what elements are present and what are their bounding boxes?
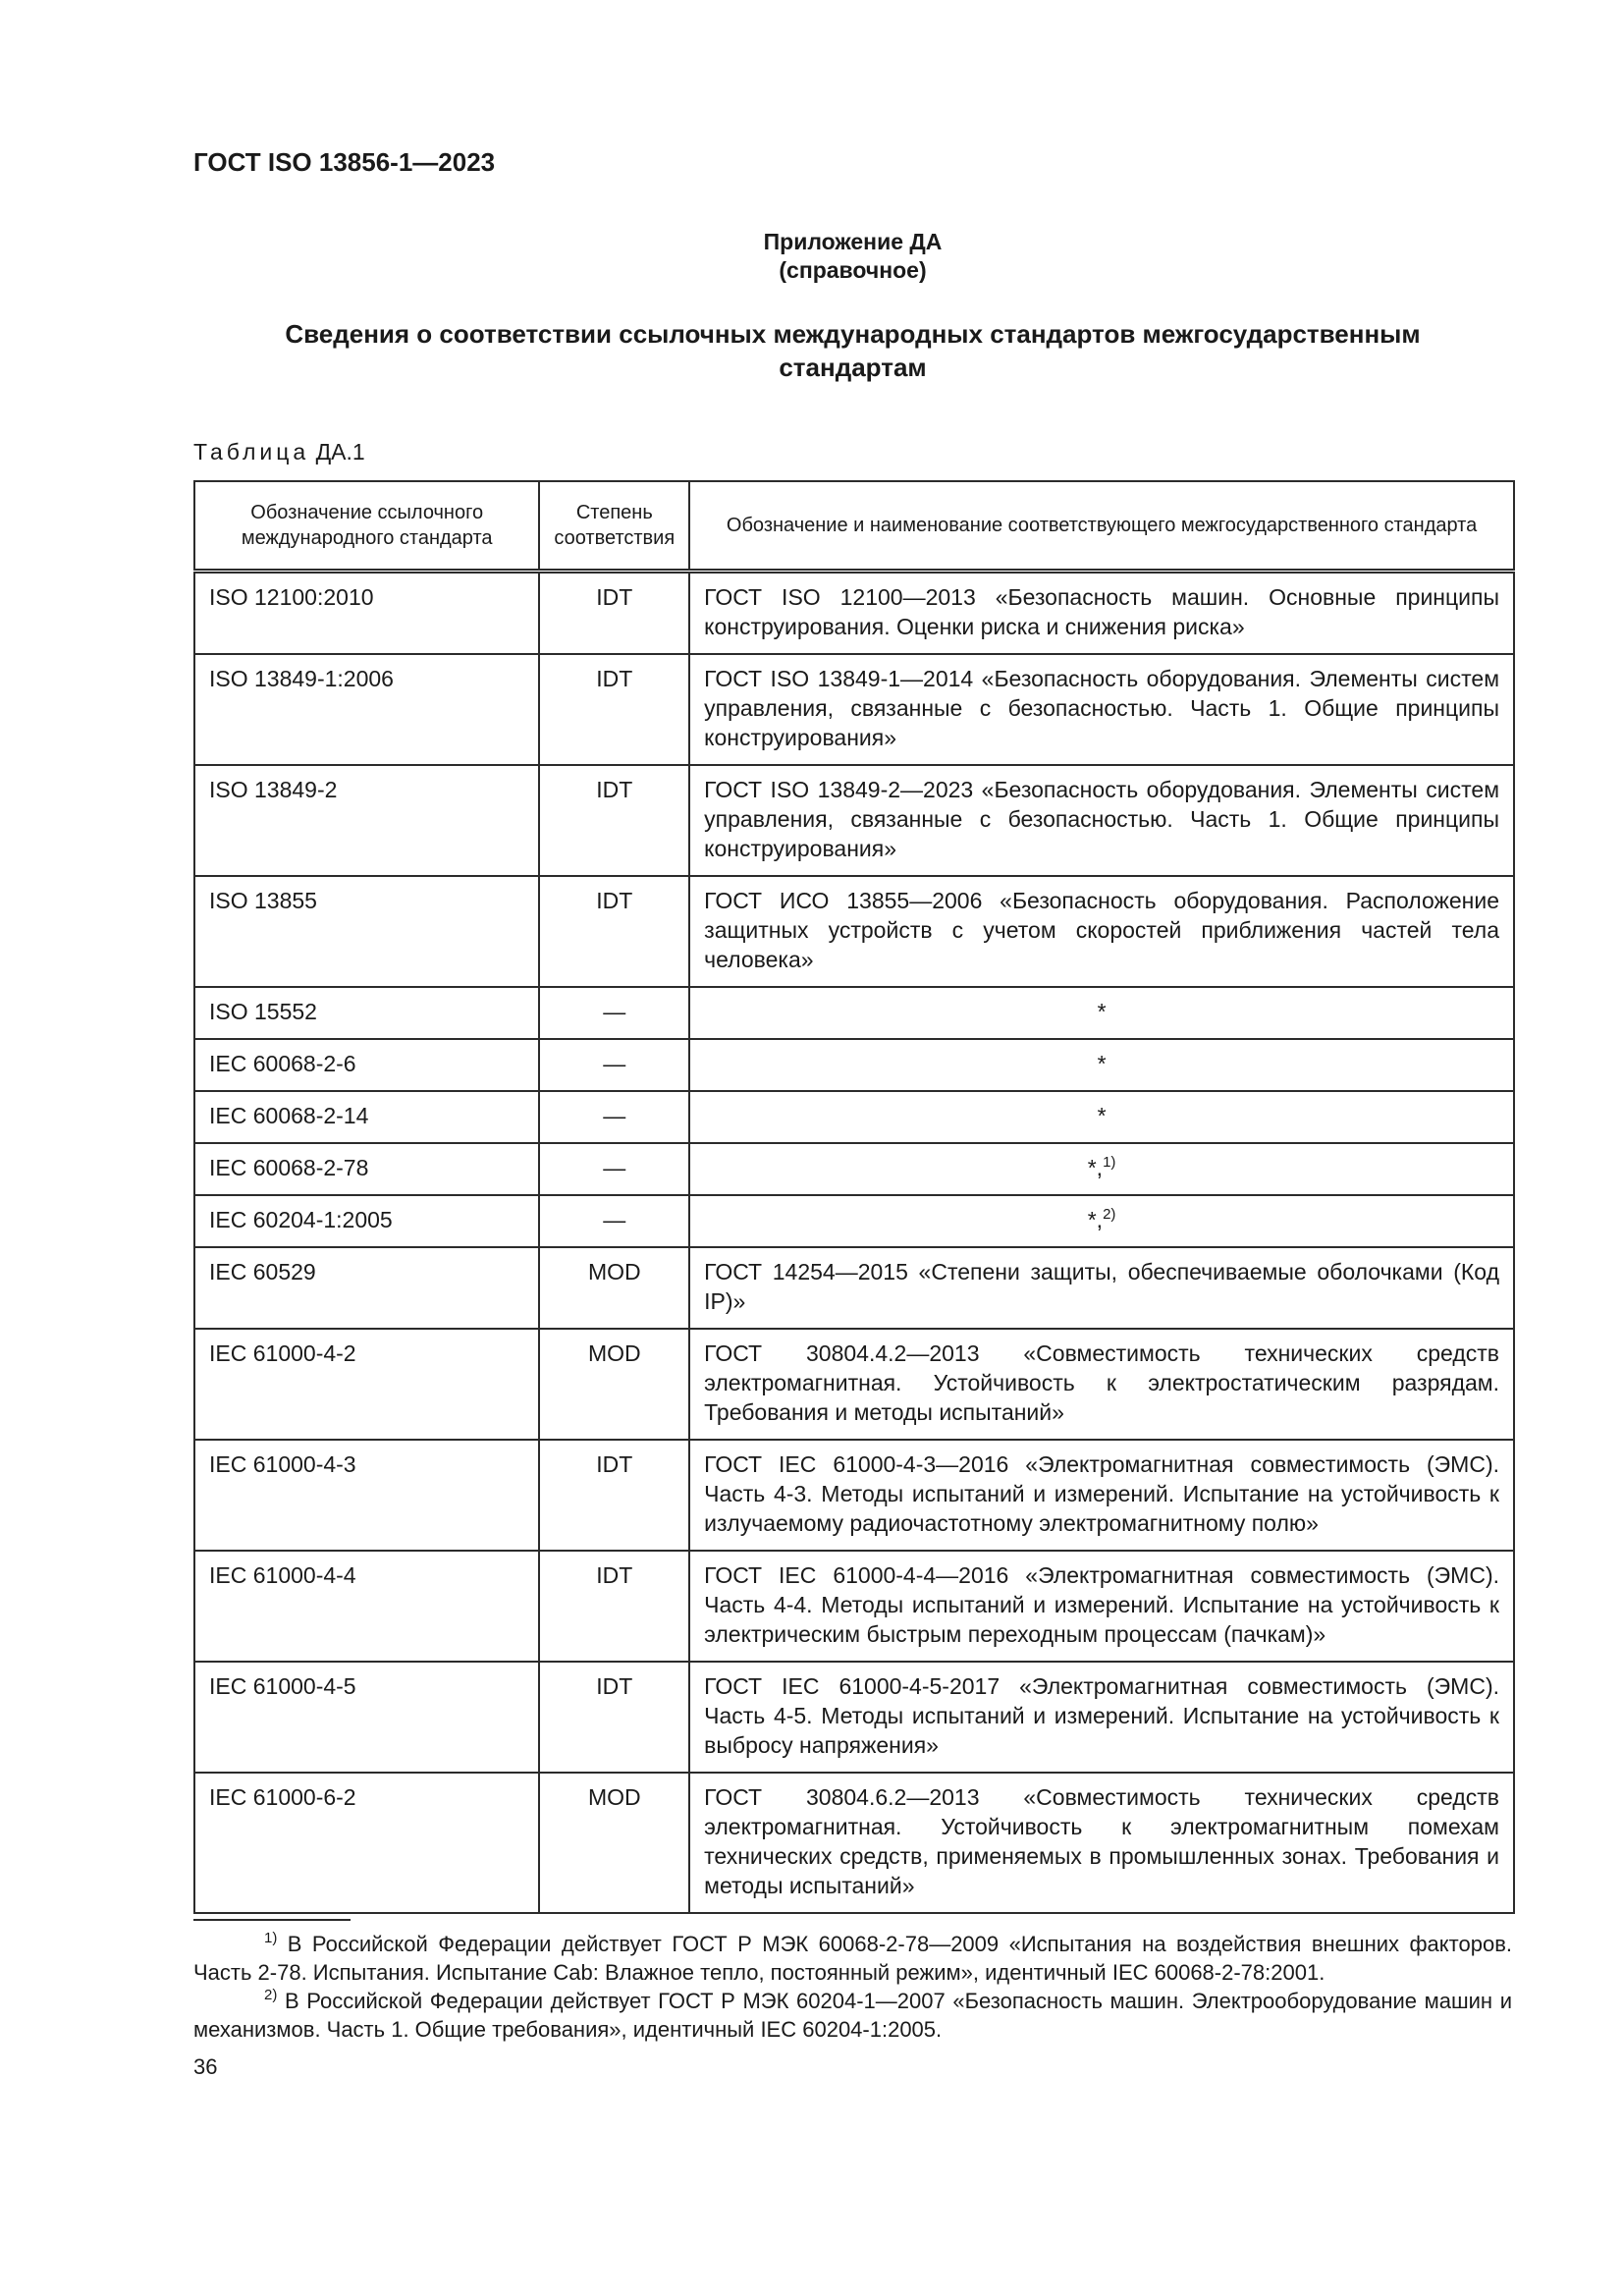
interstate-standard-text: ГОСТ 30804.6.2—2013 «Совместимость технических средств электромагнитная. Устойчивость к электромагнитным помехам технических средств, применяемых в промышленных зонах. Требования и методы испытаний» xyxy=(704,1784,1499,1898)
footnote-2-mark: 2) xyxy=(264,1987,278,2003)
interstate-standard-cell xyxy=(689,1195,1514,1247)
interstate-standard-text: *, xyxy=(1087,1207,1104,1232)
degree-cell: MOD xyxy=(539,1247,689,1329)
footnotes xyxy=(193,1930,1512,2044)
table-header-row xyxy=(194,481,1514,572)
interstate-standard-text: ГОСТ ISO 13849-2—2023 «Безопасность оборудования. Элементы систем управления, связанные с безопасностью. Часть 1. Общие принципы конструирования» xyxy=(704,777,1499,861)
interstate-standard-text: ГОСТ ISO 13849-1—2014 «Безопасность оборудования. Элементы систем управления, связанные с безопасностью. Часть 1. Общие принципы конструирования» xyxy=(704,666,1499,750)
annex-title xyxy=(193,317,1512,384)
degree-cell: IDT xyxy=(539,654,689,765)
degree-cell: — xyxy=(539,1039,689,1091)
table-row xyxy=(194,1551,1514,1662)
intl-standard-cell: ISO 13849-1:2006 xyxy=(194,654,539,765)
intl-standard-cell: IEC 61000-4-5 xyxy=(194,1662,539,1773)
table-body xyxy=(194,572,1514,1914)
degree-cell: IDT xyxy=(539,876,689,987)
intl-standard-cell: ISO 13849-2 xyxy=(194,765,539,876)
footnote-2-text: В Российской Федерации действует ГОСТ Р МЭК 60204-1—2007 «Безопасность машин. Электрооборудование машин и механизмов. Часть 1. Общие требования», идентичный IEC 60204-1:2005. xyxy=(193,1989,1512,2042)
intl-standard-cell: ISO 15552 xyxy=(194,987,539,1039)
annex-title-line-2: стандартам xyxy=(779,353,927,382)
table-row xyxy=(194,1195,1514,1247)
interstate-standard-cell xyxy=(689,987,1514,1039)
interstate-standard-text: ГОСТ 30804.4.2—2013 «Совместимость технических средств электромагнитная. Устойчивость к электростатическим разрядам. Требования и методы испытаний» xyxy=(704,1340,1499,1425)
intl-standard-cell: IEC 61000-4-4 xyxy=(194,1551,539,1662)
intl-standard-cell: ISO 13855 xyxy=(194,876,539,987)
footnote-reference: 2) xyxy=(1103,1206,1116,1223)
table-caption xyxy=(193,439,365,465)
interstate-standard-text: ГОСТ IEC 61000-4-5-2017 «Электромагнитная совместимость (ЭМС). Часть 4-5. Методы испытаний и измерений. Испытание на устойчивость к выбросу напряжения» xyxy=(704,1673,1499,1758)
footnote-1 xyxy=(193,1930,1512,1987)
annex-status: (справочное) xyxy=(779,257,927,283)
table-row xyxy=(194,1329,1514,1440)
table-row xyxy=(194,987,1514,1039)
degree-cell: — xyxy=(539,1195,689,1247)
degree-cell: IDT xyxy=(539,765,689,876)
interstate-standard-cell xyxy=(689,876,1514,987)
annex-label: Приложение ДА xyxy=(763,229,943,254)
interstate-standard-text: ГОСТ ИСО 13855—2006 «Безопасность оборудования. Расположение защитных устройств с учетом скоростей приближения частей тела человека» xyxy=(704,888,1499,972)
table-row xyxy=(194,1247,1514,1329)
interstate-standard-cell xyxy=(689,1662,1514,1773)
table-row xyxy=(194,876,1514,987)
interstate-standard-cell xyxy=(689,1039,1514,1091)
intl-standard-cell: IEC 60068-2-6 xyxy=(194,1039,539,1091)
interstate-standard-text: * xyxy=(1097,1051,1107,1076)
page-number: 36 xyxy=(193,2054,218,2079)
intl-standard-cell: IEC 60068-2-78 xyxy=(194,1143,539,1195)
interstate-standard-cell xyxy=(689,654,1514,765)
document-code: ГОСТ ISO 13856-1—2023 xyxy=(193,147,496,177)
degree-cell: IDT xyxy=(539,572,689,655)
interstate-standard-text: ГОСТ IEC 61000-4-3—2016 «Электромагнитная совместимость (ЭМС). Часть 4-3. Методы испытаний и измерений. Испытание на устойчивость к излучаемому радиочастотному электромагнитному полю» xyxy=(704,1451,1499,1536)
table-row xyxy=(194,1039,1514,1091)
column-header-intl-standard: Обозначение ссылочного международного стандарта xyxy=(194,481,539,572)
interstate-standard-text: ГОСТ ISO 12100—2013 «Безопасность машин. Основные принципы конструирования. Оценки риска и снижения риска» xyxy=(704,584,1499,639)
interstate-standard-cell xyxy=(689,1551,1514,1662)
table-row xyxy=(194,1773,1514,1913)
interstate-standard-text: ГОСТ 14254—2015 «Степени защиты, обеспечиваемые оболочками (Код IP)» xyxy=(704,1259,1499,1314)
intl-standard-cell: IEC 60068-2-14 xyxy=(194,1091,539,1143)
column-header-interstate-standard: Обозначение и наименование соответствующего межгосударственного стандарта xyxy=(689,481,1514,572)
intl-standard-cell: IEC 60204-1:2005 xyxy=(194,1195,539,1247)
intl-standard-cell: IEC 61000-6-2 xyxy=(194,1773,539,1913)
interstate-standard-cell xyxy=(689,1247,1514,1329)
interstate-standard-cell xyxy=(689,1091,1514,1143)
interstate-standard-text: * xyxy=(1097,1103,1107,1128)
annex-title-line-1: Сведения о соответствии ссылочных международных стандартов межгосударственным xyxy=(285,319,1421,349)
intl-standard-cell: IEC 60529 xyxy=(194,1247,539,1329)
degree-cell: IDT xyxy=(539,1440,689,1551)
column-header-degree: Степень соответствия xyxy=(539,481,689,572)
footnote-1-mark: 1) xyxy=(264,1930,278,1946)
degree-cell: MOD xyxy=(539,1773,689,1913)
interstate-standard-text: *, xyxy=(1087,1155,1104,1180)
interstate-standard-text: * xyxy=(1097,999,1107,1024)
table-caption-word: Таблица xyxy=(193,439,310,465)
degree-cell: MOD xyxy=(539,1329,689,1440)
degree-cell: IDT xyxy=(539,1551,689,1662)
degree-cell: — xyxy=(539,987,689,1039)
table-row xyxy=(194,1143,1514,1195)
footnote-reference: 1) xyxy=(1103,1154,1116,1171)
interstate-standard-cell xyxy=(689,1329,1514,1440)
interstate-standard-cell xyxy=(689,1143,1514,1195)
degree-cell: IDT xyxy=(539,1662,689,1773)
intl-standard-cell: IEC 61000-4-3 xyxy=(194,1440,539,1551)
footnote-2 xyxy=(193,1987,1512,2044)
interstate-standard-cell xyxy=(689,765,1514,876)
table-row xyxy=(194,654,1514,765)
degree-cell: — xyxy=(539,1091,689,1143)
intl-standard-cell: IEC 61000-4-2 xyxy=(194,1329,539,1440)
correspondence-table xyxy=(193,480,1515,1914)
interstate-standard-cell xyxy=(689,1773,1514,1913)
table-row xyxy=(194,572,1514,655)
table-row xyxy=(194,765,1514,876)
footnote-1-text: В Российской Федерации действует ГОСТ Р МЭК 60068-2-78—2009 «Испытания на воздействия внешних факторов. Часть 2-78. Испытания. Испытание Cab: Влажное тепло, постоянный режим», идентичный IEC 60068-2-78:2001. xyxy=(193,1932,1512,1985)
table-row xyxy=(194,1662,1514,1773)
annex-heading xyxy=(193,228,1512,285)
table-caption-number: ДА.1 xyxy=(315,439,365,465)
interstate-standard-cell xyxy=(689,1440,1514,1551)
interstate-standard-cell xyxy=(689,572,1514,655)
intl-standard-cell: ISO 12100:2010 xyxy=(194,572,539,655)
footnote-separator xyxy=(193,1919,351,1921)
table-row xyxy=(194,1091,1514,1143)
degree-cell: — xyxy=(539,1143,689,1195)
interstate-standard-text: ГОСТ IEC 61000-4-4—2016 «Электромагнитная совместимость (ЭМС). Часть 4-4. Методы испытаний и измерений. Испытание на устойчивость к электрическим быстрым переходным процессам (пачкам)» xyxy=(704,1562,1499,1647)
table-row xyxy=(194,1440,1514,1551)
